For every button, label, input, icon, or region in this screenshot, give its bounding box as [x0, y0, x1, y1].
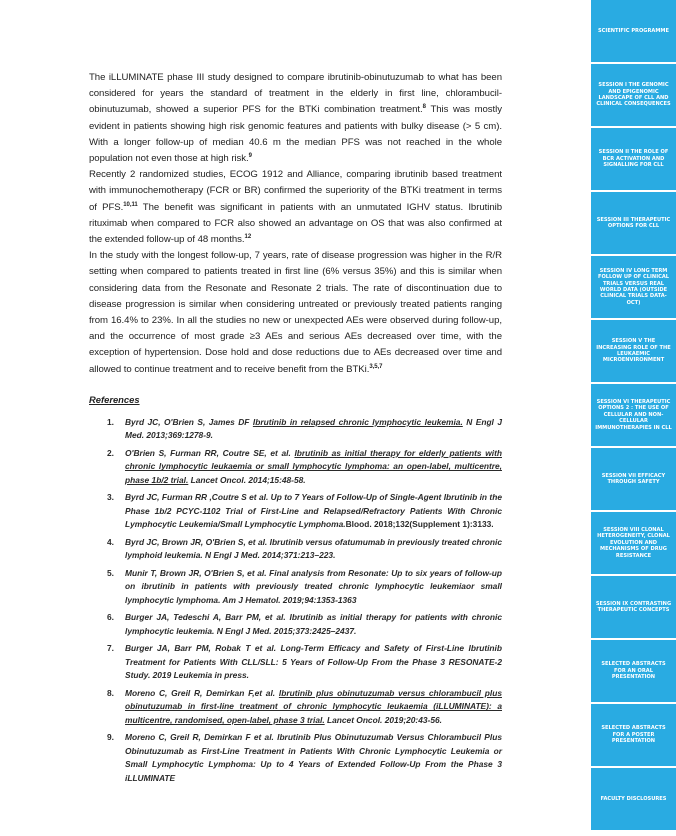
reference-item: 4. Byrd JC, Brown JR, O'Brien S, et al. Ibrutinib versus ofatumumab in previously treated chronic lymphoid leukemia. N Engl J Med. 2014;371:213–223. [107, 536, 502, 561]
nav-oral-abstracts[interactable]: SELECTED ABSTRACTS FOR AN ORAL PRESENTATION [591, 640, 676, 704]
section-navigation [591, 0, 676, 836]
reference-item: 9. Moreno C, Greil R, Demirkan F et al. Ibrutinib Plus Obinutuzumab Versus Chlorambucil Plus Obinutuzumab as First-Line Treatment in Patients With Chronic Lymphocytic Leukemia or Small Lymphocytic Lymphoma: Up to 4 Years of Extended Follow-Up From the Phase 3 iLLUMINATE [107, 732, 502, 783]
article-body [89, 70, 502, 789]
nav-session-4[interactable]: SESSION IV LONG TERM FOLLOW UP OF CLINICAL TRIALS VERSUS REAL WORLD DATA (OUTSIDE CLINICAL TRIALS DATA-OCT) [591, 256, 676, 320]
nav-session-7[interactable]: SESSION VII EFFICACY THROUGH SAFETY [591, 448, 676, 512]
nav-session-1[interactable]: SESSION I THE GENOMIC AND EPIGENOMIC LANDSCAPE OF CLL AND CLINICAL CONSEQUENCES [591, 64, 676, 128]
paragraph-2: Recently 2 randomized studies, ECOG 1912 and Alliance, comparing ibrutinib based treatment with immunochemotherapy (FCR or BR) confirmed the superiority of the BTKi treatment in terms of PFS.$^{10,11}$ The benefit was significant in patients with an unmutated IGHV status. Ibrutinib rituximab when compared to FCR also showed an advantage on OS that was also confirmed at the extended follow-up of 48 months.$^{12}$ [89, 169, 502, 246]
nav-poster-abstracts[interactable]: SELECTED ABSTRACTS FOR A POSTER PRESENTATION [591, 704, 676, 768]
paragraph-1: The iLLUMINATE phase III study designed to compare ibrutinib-obinutuzumab to what has been considered for years the standard of treatment in the elderly in first line, chlorambucil-obinutuzumab, showed a superior PFS for the BTKi combination treatment.$^8$ This was mostly evident in patients showing high risk genomic features and patients with bulky disease (> 5 cm). With a longer follow-up of median 40.6 m the median PFS was not reached in the whole population not even those at high risk.$^9$ [89, 72, 503, 165]
nav-session-3[interactable]: SESSION III THERAPEUTIC OPTIONS FOR CLL [591, 192, 676, 256]
reference-link[interactable]: Ibrutinib in relapsed chronic lymphocytic leukemia. [252, 416, 463, 427]
reference-link[interactable]: Ibrutinib plus obinutuzumab versus chlorambucil plus obinutuzumab in first-line treatment of chronic lymphocytic leukaemia (iLLUMINATE): a multicentre, randomised, open-label, phase 3 trial. [125, 687, 502, 725]
reference-link[interactable]: Ibrutinib as initial therapy for elderly patients with chronic lymphocytic leukaemia or small lymphocytic lymphoma: an open-label, multicentre, phase 1b/2 trial. [125, 447, 502, 485]
reference-item: 8. Moreno C, Greil R, Demirkan F,et al. Ibrutinib plus obinutuzumab versus chlorambucil plus obinutuzumab in first-line treatment of chronic lymphocytic leukaemia (iLLUMINATE): a multicentre, randomised, open-label, phase 3 trial. Lancet Oncol. 2019;20:43-56. [107, 687, 502, 725]
nav-session-5[interactable]: SESSION V THE INCREASING ROLE OF THE LEUKAEMIC MICROENVIRONMENT [591, 320, 676, 384]
nav-faculty-disclosures[interactable]: FACULTY DISCLOSURES [591, 768, 676, 830]
nav-session-9[interactable]: SESSION IX CONTRASTING THERAPEUTIC CONCEPTS [591, 576, 676, 640]
reference-item: 3. Byrd JC, Furman RR ,Coutre S et al. Up to 7 Years of Follow-Up of Single-Agent Ibrutinib in the Phase 1b/2 PCYC-1102 Trial of First-Line and Relapsed/Refractory Patients With Chronic Lymphocytic Leukemia/Small Lymphocytic Lymphoma.Blood. 2018;132(Supplement 1):3133. [107, 492, 502, 530]
reference-item: 2. O'Brien S, Furman RR, Coutre SE, et al. Ibrutinib as initial therapy for elderly patients with chronic lymphocytic leukaemia or small lymphocytic lymphoma: an open-label, multicentre, phase 1b/2 trial. Lancet Oncol. 2014;15:48-58. [107, 447, 502, 485]
reference-item: 1. Byrd JC, O'Brien S, James DF Ibrutinib in relapsed chronic lymphocytic leukemia. N Engl J Med. 2013;369:1278-9. [107, 416, 502, 441]
nav-session-6[interactable]: SESSION VI THERAPEUTIC OPTIONS 2 : THE USE OF CELLULAR AND NON-CELLULAR IMMUNOTHERAPIES IN CLL [591, 384, 676, 448]
reference-item: 7. Burger JA, Barr PM, Robak T et al. Long-Term Efficacy and Safety of First-Line Ibrutinib Treatment for Patients With CLL/SLL: 5 Years of Follow-Up From the Phase 3 RESONATE-2 Study. 2019 Leukemia in press. [107, 643, 502, 681]
nav-session-2[interactable]: SESSION II THE ROLE OF BCR ACTIVATION AND SIGNALLING FOR CLL [591, 128, 676, 192]
reference-item: 5. Munir T, Brown JR, O'Brien S, et al. Final analysis from Resonate: Up to six years of follow-up on ibrutinib in patients with previously treated chronic lymphocytic leukemiaor small lymphocytic lymphoma. Am J Hematol. 2019;94:1353-1363 [107, 567, 502, 605]
paragraph-3: In the study with the longest follow-up, 7 years, rate of disease progression was higher in the R/R setting when compared to patients treated in first line (6% versus 35%) and this is similar when considering data from the Resonate and Resonate 2 trials. The rate of discontinuation due to disease progression is similar when considering untreated or previously treated patients ranging from 16.4% to 23%. In all the studies no new or unexpected AEs were observed during follow-up, and the occurrence of most grade ≥3 AEs and serious AEs decreased over time, with the exception of hypertension. Dose hold and dose reductions due to AEs decreased over time and allowed to continue treatment and to receive benefit from the BTKi.$^{3,5,7}$ [89, 250, 502, 375]
nav-scientific-programme[interactable]: SCIENTIFIC PROGRAMME [591, 0, 676, 64]
references-heading: References [89, 393, 140, 405]
nav-session-8[interactable]: SESSION VIII CLONAL HETEROGENEITY, CLONAL EVOLUTION AND MECHANISMS OF DRUG RESISTANCE [591, 512, 676, 576]
references-list [89, 416, 502, 786]
reference-item: 6. Burger JA, Tedeschi A, Barr PM, et al. Ibrutinib as initial therapy for patients with chronic lymphocytic leukemia. N Engl J Med. 2015;373:2425–2437. [107, 612, 502, 636]
